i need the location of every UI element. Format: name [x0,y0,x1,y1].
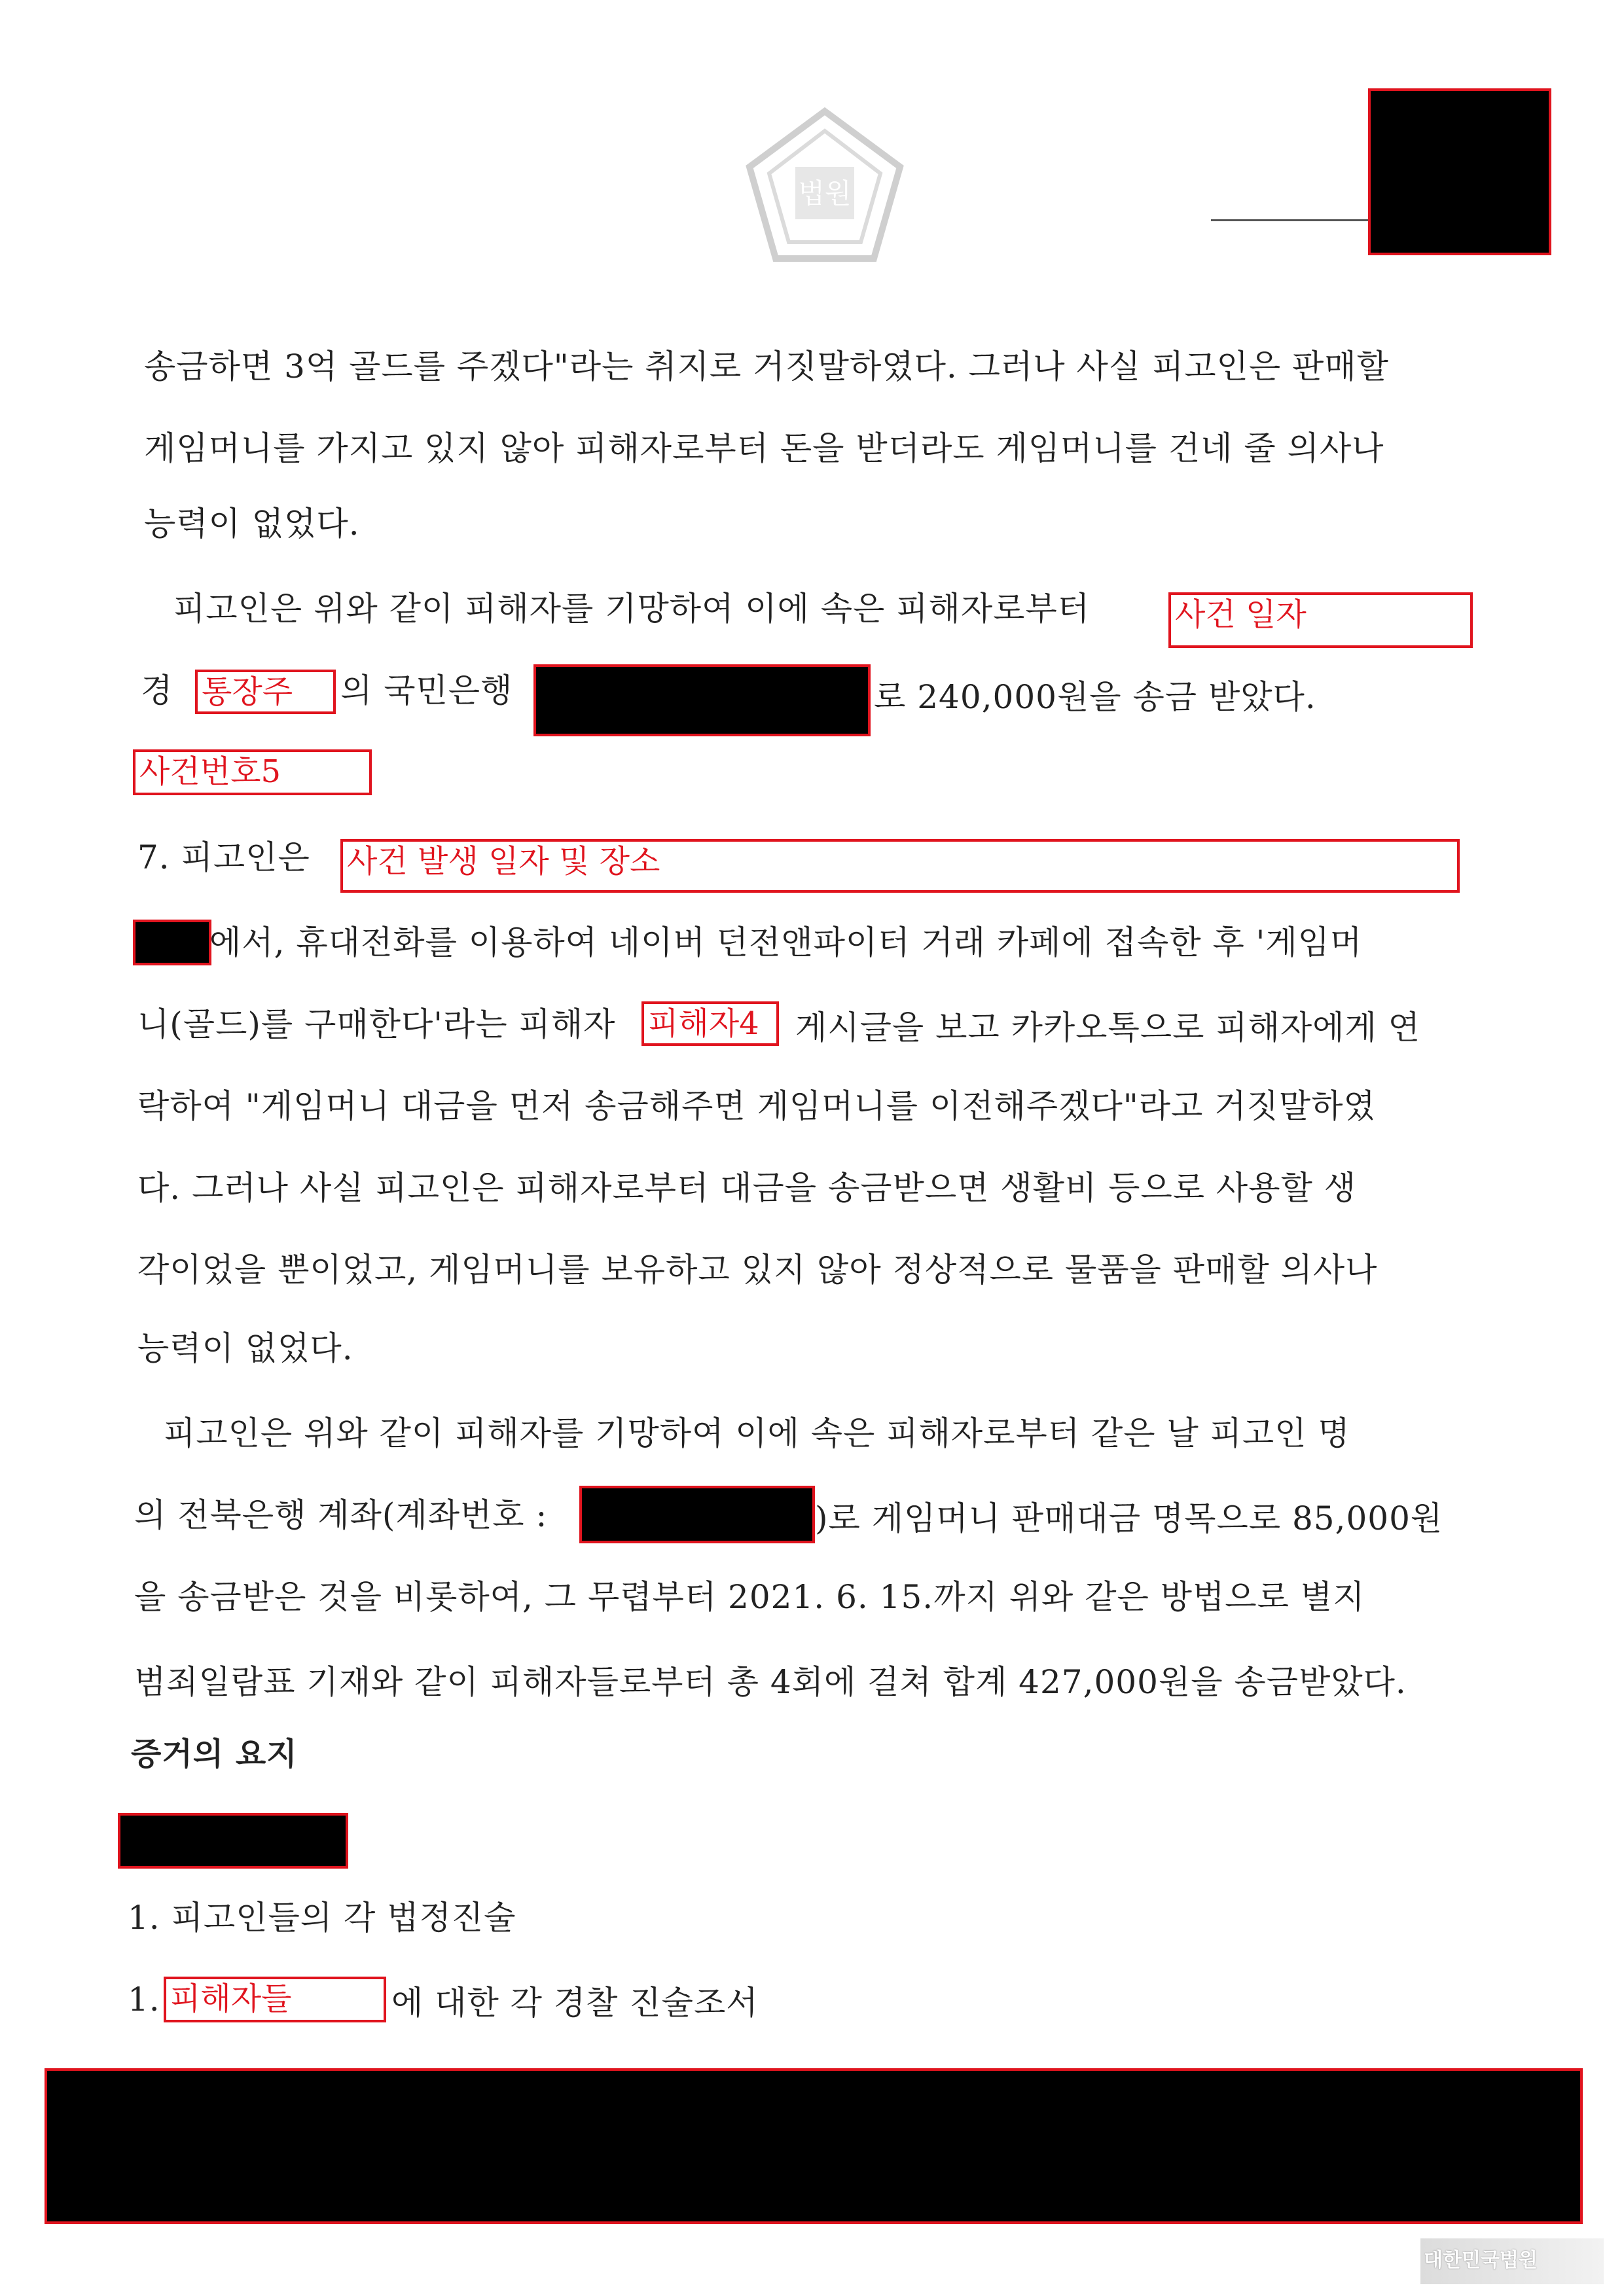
text-line: 능력이 없었다. [144,505,360,543]
redacted-bottom-block [45,2068,1583,2224]
text-line: )로 게임머니 판매대금 명목으로 85,000원 [815,1499,1443,1537]
text-line: 에서, 휴대전화를 이용하여 네이버 던전앤파이터 거래 카페에 접속한 후 '게임머 [209,924,1363,961]
text-line: 피고인은 위와 같이 피해자를 기망하여 이에 속은 피해자로부터 같은 날 피고인 명 [164,1414,1350,1452]
redacted-header-box [1368,88,1551,255]
text-line: 락하여 "게임머니 대금을 먼저 송금해주면 게임머니를 이전해주겠다"라고 거짓말하였 [137,1087,1376,1125]
text-line: 능력이 없었다. [137,1329,353,1367]
text-line: 게시글을 보고 카카오톡으로 피해자에게 연 [795,1009,1420,1047]
tag-account-holder: 통장주 [195,670,336,714]
text-line: 니(골드)를 구매한다'라는 피해자 [137,1005,616,1043]
tag-date-place: 사건 발생 일자 및 장소 [340,839,1460,893]
seal-text: 법원 [798,177,852,209]
evidence-item: 에 대한 각 경찰 진술조서 [391,1984,759,2022]
text-line: 송금하면 3억 골드를 주겠다"라는 취지로 거짓말하였다. 그러나 사실 피고인은 판매할 [144,348,1389,386]
text-line: 을 송금받은 것을 비롯하여, 그 무렵부터 2021. 6. 15.까지 위와 같은 방법으로 별지 [134,1578,1365,1616]
redacted-account-number [579,1486,815,1543]
text-line: 다. 그러나 사실 피고인은 피해자로부터 대금을 송금받으면 생활비 등으로 사용할 생 [137,1169,1357,1207]
text-line: 로 240,000원을 송금 받았다. [874,678,1316,716]
evidence-item: 1. 피고인들의 각 법정진술 [128,1899,516,1937]
text-line: 의 전북은행 계좌(계좌번호 : [134,1496,548,1534]
text-line: 7. 피고인은 [137,838,310,876]
text-line: 각이었을 뿐이었고, 게임머니를 보유하고 있지 않아 정상적으로 물품을 판매할 의사나 [137,1251,1378,1289]
text-line: 경 [141,672,173,709]
redacted-account [533,664,871,736]
redacted-location [133,920,211,965]
text-line: 게임머니를 가지고 있지 않아 피해자로부터 돈을 받더라도 게임머니를 건네 줄 의사나 [144,429,1384,467]
redacted-block [118,1813,348,1869]
text-line: 범죄일람표 기재와 같이 피해자들로부터 총 4회에 걸쳐 합계 427,000원을 송금받았다. [134,1663,1407,1701]
tag-case-number: 사건번호5 [133,749,372,795]
tag-incident-date: 사건 일자 [1168,592,1473,648]
text-line: 의 국민은행 [340,672,513,709]
tag-victim: 피해자4 [641,1001,779,1046]
evidence-heading: 증거의 요지 [131,1736,298,1772]
court-seal-icon [740,105,910,275]
tag-victims: 피해자들 [164,1977,386,2022]
header-line [1211,219,1368,221]
court-watermark-text: 대한민국법원 [1424,2249,1538,2272]
text-line: 피고인은 위와 같이 피해자를 기망하여 이에 속은 피해자로부터 [173,590,1091,628]
evidence-item-number: 1. [128,1981,160,2018]
